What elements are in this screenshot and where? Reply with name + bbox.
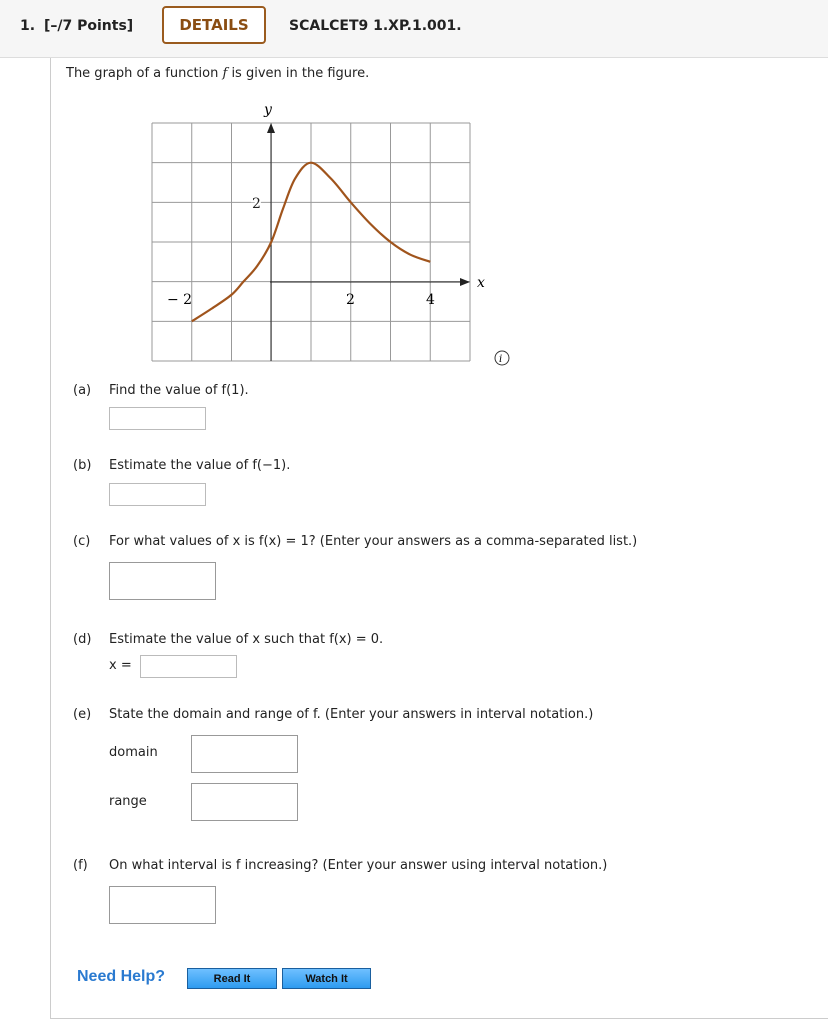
y-tick-label: 2 — [252, 196, 261, 212]
part-e-label: (e) — [73, 707, 92, 722]
intro-text: The graph of a function f is given in the figure. — [66, 66, 370, 81]
need-help-label: Need Help? — [77, 968, 166, 985]
function-graph — [140, 98, 520, 378]
y-axis-arrow-icon — [267, 123, 275, 133]
part-d-label: (d) — [73, 632, 92, 647]
watch-it-button[interactable]: Watch It — [282, 968, 371, 989]
question-number: 1. — [20, 18, 36, 34]
x-axis-arrow-icon — [460, 278, 470, 286]
part-b-answer-input[interactable] — [109, 483, 206, 506]
x-tick-label: 2 — [346, 292, 355, 308]
svg-text:i: i — [499, 354, 503, 365]
part-f-answer-input[interactable] — [109, 886, 216, 924]
domain-answer-input[interactable] — [191, 735, 298, 773]
x-axis-label: x — [477, 275, 485, 291]
range-label: range — [109, 794, 147, 809]
domain-label: domain — [109, 745, 158, 760]
part-a-label: (a) — [73, 383, 92, 398]
range-answer-input[interactable] — [191, 783, 298, 821]
read-it-button[interactable]: Read It — [187, 968, 277, 989]
part-a-text: Find the value of f(1). — [109, 383, 249, 398]
part-c-text: For what values of x is f(x) = 1? (Enter your answers as a comma-separated list.) — [109, 534, 638, 549]
part-b-text: Estimate the value of f(−1). — [109, 458, 291, 473]
y-axis-label: y — [264, 102, 272, 118]
part-b-label: (b) — [73, 458, 92, 473]
part-d-text: Estimate the value of x such that f(x) = 0. — [109, 632, 384, 647]
part-a-answer-input[interactable] — [109, 407, 206, 430]
part-f-text: On what interval is f increasing? (Enter your answer using interval notation.) — [109, 858, 608, 873]
info-icon[interactable] — [495, 351, 509, 365]
part-f-label: (f) — [73, 858, 88, 873]
x-tick-label: − 2 — [167, 292, 193, 308]
part-c-answer-input[interactable] — [109, 562, 216, 600]
points-label: [–/7 Points] — [44, 18, 134, 34]
part-e-text: State the domain and range of f. (Enter your answers in interval notation.) — [109, 707, 594, 722]
part-d-answer-input[interactable] — [140, 655, 237, 678]
details-button[interactable]: DETAILS — [162, 6, 266, 44]
question-header — [0, 0, 828, 58]
part-d-x-prefix: x = — [109, 658, 132, 673]
part-c-label: (c) — [73, 534, 91, 549]
x-tick-label: 4 — [426, 292, 435, 308]
question-code: SCALCET9 1.XP.1.001. — [289, 18, 462, 34]
